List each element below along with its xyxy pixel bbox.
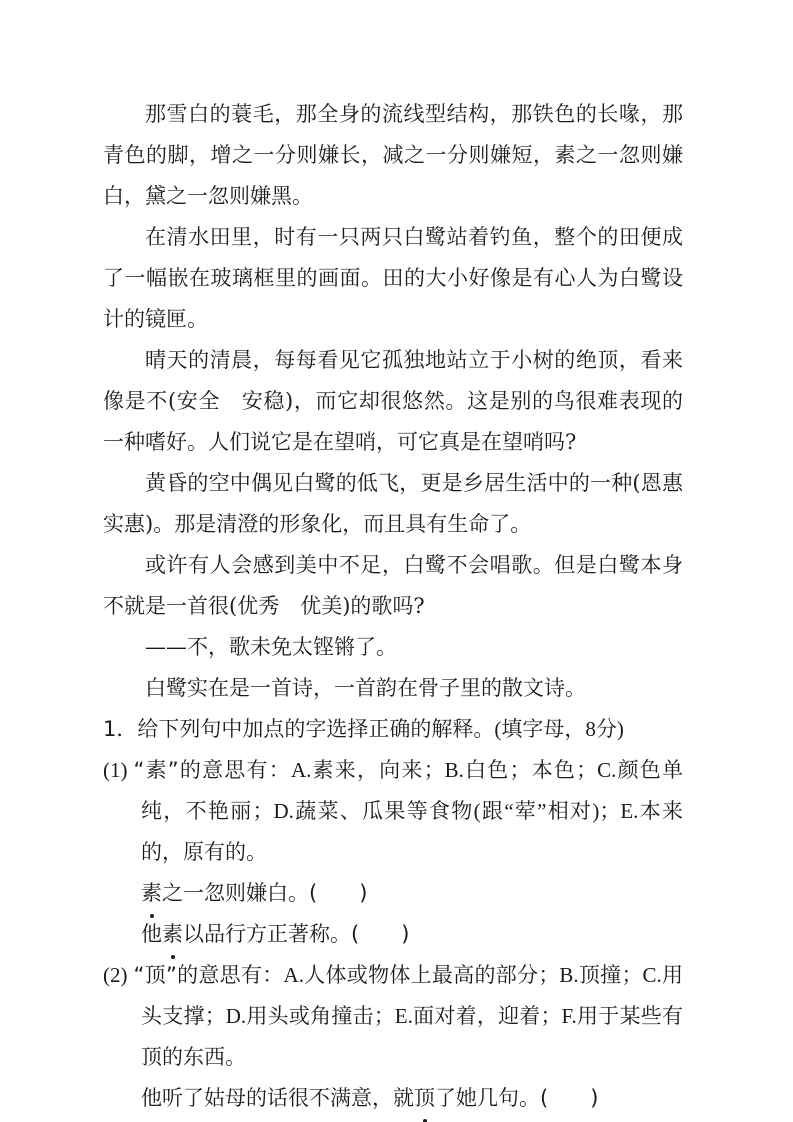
passage-paragraph-dash: ——不，歌未免太铿锵了。 [145,635,397,659]
subquestion-2-lead: “顶”的意思有： [133,963,284,987]
subquestion-1-options-line [103,750,683,873]
question-1 [103,709,683,1119]
passage [103,94,704,709]
answer-sentence [103,1078,683,1119]
passage-paragraph: 晴天的清晨，每每看见它孤独地站立于小树的绝顶，看来像是不(安全 安稳)，而它却很悠然。这是别的鸟很难表现的一种嗜好。人们说它是在望哨，可它真是在望哨吗? [103,348,683,454]
passage-paragraph: 那雪白的蓑毛，那全身的流线型结构，那铁色的长喙，那青色的脚，增之一分则嫌长，减之一分则嫌短，素之一忽则嫌白，黛之一忽则嫌黑。 [103,102,683,208]
answer-sentence-pre: 他听了姑母的话很不满意，就 [141,1086,414,1110]
question-title-line [103,709,683,750]
subquestion-1 [103,750,683,955]
passage-paragraph: 黄昏的空中偶见白鹭的低飞，更是乡居生活中的一种(恩惠 实惠)。那是清澄的形象化，而且具有生命了。 [103,471,704,536]
emphasized-character: 素 [141,873,162,914]
question-score-note: (填字母，8分) [494,717,624,741]
subquestion-1-marker: (1) [103,758,128,782]
question-title: 给下列句中加点的字选择正确的解释。 [137,717,495,741]
subquestion-2-options: A.人体或物体上最高的部分；B.顶撞；C.用头支撑；D.用头或角撞击；E.面对着，迎着；F.用于某些有顶的东西。 [141,963,683,1069]
answer-sentence [103,873,683,914]
answer-sentence-post: 以品行方正著称。( ) [183,922,410,946]
passage-paragraph: 白鹭实在是一首诗，一首韵在骨子里的散文诗。 [145,676,586,700]
subquestion-1-lead: “素”的意思有： [133,758,291,782]
answer-sentence-pre: 他 [141,922,162,946]
subquestion-2-options-line [103,955,683,1078]
subquestion-2 [103,955,683,1119]
subquestion-1-options: A.素来，向来；B.白色；本色；C.颜色单纯，不艳丽；D.蔬菜、瓜果等食物(跟“荤”相对)；E.本来的，原有的。 [141,758,683,864]
question-number: 1． [103,717,138,741]
passage-paragraph: 或许有人会感到美中不足，白鹭不会唱歌。但是白鹭本身不就是一首很(优秀 优美)的歌吗? [103,553,683,618]
subquestion-2-marker: (2) [103,963,128,987]
answer-sentence [103,914,683,955]
passage-paragraph: 在清水田里，时有一只两只白鹭站着钓鱼，整个的田便成了一幅嵌在玻璃框里的画面。田的大小好像是有心人为白鹭设计的镜匣。 [103,225,683,331]
emphasized-character: 素 [162,914,183,955]
emphasized-character: 顶 [414,1078,435,1119]
answer-sentence-post: 了她几句。( ) [435,1086,599,1110]
answer-sentence-post: 之一忽则嫌白。( ) [162,881,368,905]
